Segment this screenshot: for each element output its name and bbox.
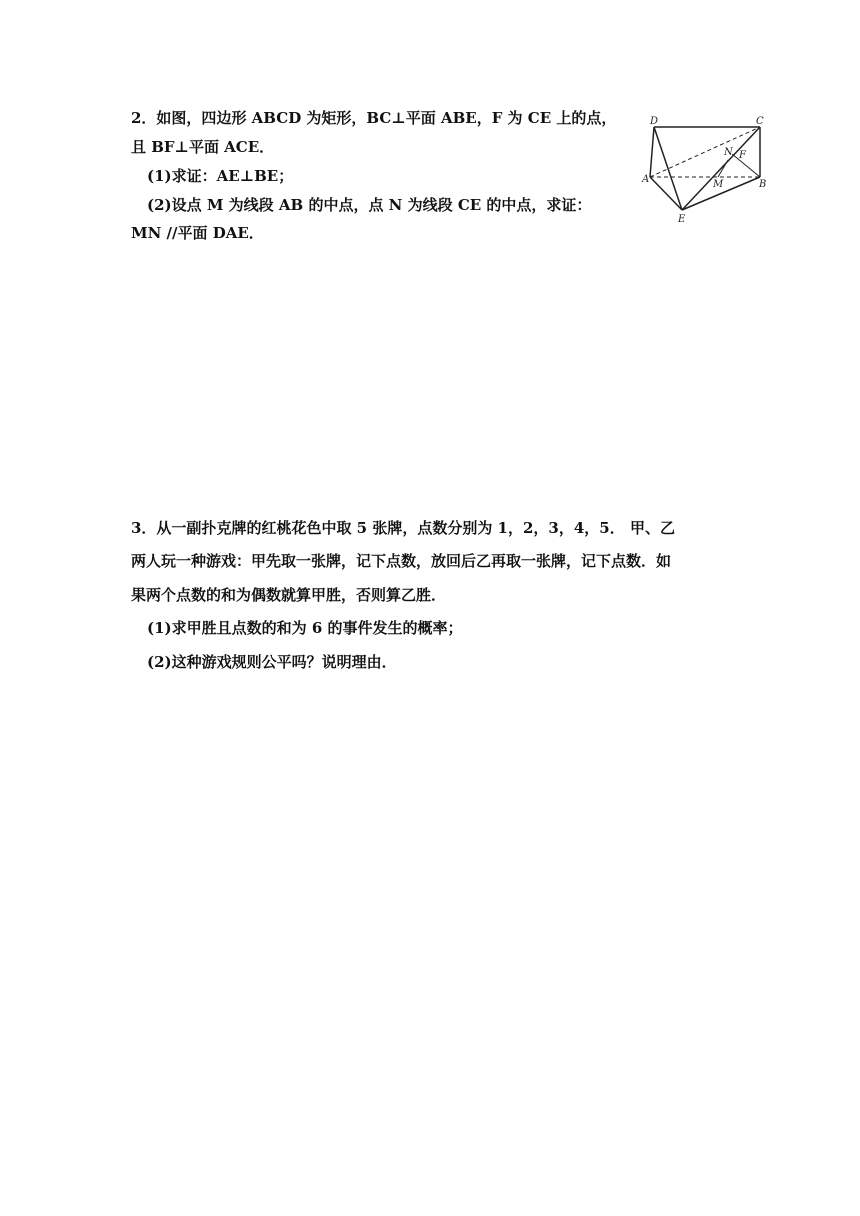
problem3-part1: (1)求甲胜且点数的和为 6 的事件发生的概率； — [147, 619, 463, 637]
problem2-part2: (2)设点 M 为线段 AB 的中点，点 N 为线段 CE 的中点，求证： — [147, 196, 592, 214]
edge-DE — [654, 127, 682, 210]
label-B: B — [759, 179, 767, 190]
label-M: M — [713, 179, 724, 190]
rectangle-prism-diagram — [640, 110, 780, 226]
label-N: N — [724, 147, 733, 158]
label-C: C — [756, 116, 764, 127]
segment-BF — [732, 154, 760, 177]
problem3-line2: 两人玩一种游戏：甲先取一张牌，记下点数，放回后乙再取一张牌，记下点数．如 — [131, 552, 672, 570]
problem2-line1: 2．如图，四边形 ABCD 为矩形，BC⊥平面 ABE，F 为 CE 上的点， — [131, 109, 617, 127]
label-E: E — [678, 214, 686, 225]
segment-MN — [718, 160, 728, 177]
edge-CE — [682, 127, 760, 210]
label-A: A — [642, 174, 650, 185]
problem3-part2: (2)这种游戏规则公平吗？说明理由． — [147, 653, 397, 671]
problem3-line3: 果两个点数的和为偶数就算甲胜，否则算乙胜． — [131, 586, 447, 604]
geometry-figure — [640, 110, 780, 226]
edge-DA — [650, 127, 654, 177]
problem2-part1: (1)求证：AE⊥BE； — [147, 167, 294, 185]
problem2-line5: MN //平面 DAE． — [131, 224, 264, 242]
problem3-line1: 3．从一副扑克牌的红桃花色中取 5 张牌，点数分别为 1，2，3，4，5． 甲、乙 — [131, 519, 675, 537]
label-F: F — [739, 150, 746, 161]
label-D: D — [650, 116, 659, 127]
problem2-line2: 且 BF⊥平面 ACE． — [131, 138, 275, 156]
